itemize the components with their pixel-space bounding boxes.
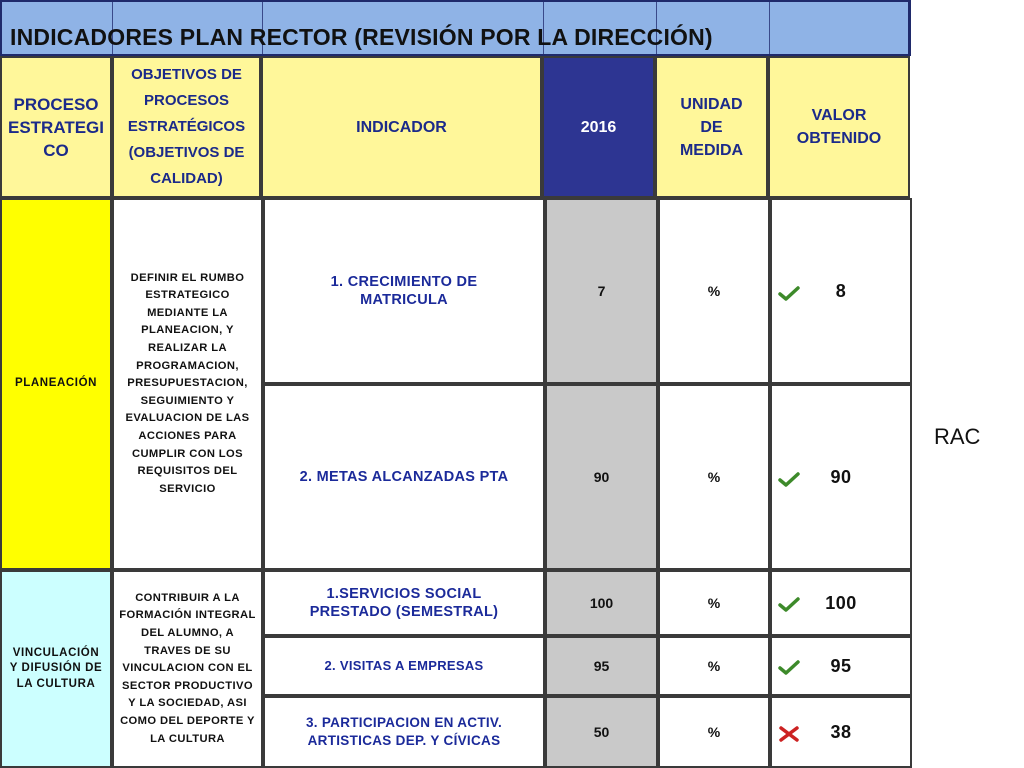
check-icon (778, 471, 800, 487)
meta-value: 95 (593, 658, 610, 674)
indicador-label: 1.SERVICIOS SOCIAL PRESTADO (SEMESTRAL) (309, 586, 499, 620)
check-icon (778, 285, 800, 301)
meta-row-1 (545, 198, 658, 384)
header-proceso-label: PROCESO ESTRATEGICO (7, 94, 105, 160)
valor-value: 95 (830, 655, 852, 676)
proceso-planeacion (0, 198, 112, 570)
header-year (542, 56, 655, 198)
indicador-label: 1. CRECIMIENTO DE MATRICULA (330, 274, 478, 308)
valor-value: 8 (835, 280, 847, 301)
meta-row-4 (545, 636, 658, 696)
header-proceso (0, 56, 112, 198)
unidad-row-2 (658, 384, 770, 570)
meta-value: 50 (593, 724, 610, 740)
objetivo-vinculacion-text: CONTRIBUIR A LA FORMACIÓN INTEGRAL DEL ALUMNO, A TRAVES DE SU VINCULACION CON EL SECTOR PRODUCTIVO Y LA SOCIEDAD, ASI COMO DEL DEPORTE Y LA CULTURA (119, 591, 256, 745)
header-valor-label: VALOR OBTENIDO (796, 107, 882, 147)
indicador-row-1 (263, 198, 545, 384)
objetivo-planeacion-text: DEFINIR EL RUMBO ESTRATEGICO MEDIANTE LA PLANEACION, Y REALIZAR LA PROGRAMACION, PRESUPUESTACION, SEGUIMIENTO Y EVALUACION DE LAS ACCIONES PARA CUMPLIR CON LOS REQUISITOS DEL SERVICIO (125, 271, 250, 495)
header-objetivos-label: OBJETIVOS DE PROCESOS ESTRATÉGICOS (OBJETIVOS DE CALIDAD) (127, 66, 246, 187)
meta-value: 7 (597, 283, 606, 299)
valor-value: 38 (830, 721, 852, 742)
indicador-row-4 (263, 636, 545, 696)
proceso-vinculacion (0, 570, 112, 768)
unidad-value: % (707, 469, 721, 485)
header-unidad (655, 56, 768, 198)
valor-value: 90 (830, 466, 852, 487)
proceso-vinculacion-label: VINCULACIÓN Y DIFUSIÓN DE LA CULTURA (9, 646, 103, 690)
header-indicador-label: INDICADOR (356, 118, 447, 136)
unidad-row-5 (658, 696, 770, 768)
unidad-value: % (707, 283, 721, 299)
unidad-value: % (707, 658, 721, 674)
check-icon (778, 659, 800, 675)
unidad-row-1 (658, 198, 770, 384)
objetivo-vinculacion (112, 570, 263, 768)
indicador-label: 2. METAS ALCANZADAS PTA (299, 469, 509, 485)
indicador-label: 3. PARTICIPACION EN ACTIV. ARTISTICAS DEP. Y CÍVICAS (305, 715, 503, 748)
header-indicador (261, 56, 542, 198)
valor-row-3 (770, 570, 912, 636)
valor-row-4 (770, 636, 912, 696)
header-objetivos (112, 56, 261, 198)
unidad-value: % (707, 595, 721, 611)
valor-row-1 (770, 198, 912, 384)
unidad-row-4 (658, 636, 770, 696)
meta-value: 90 (593, 469, 610, 485)
indicador-row-3 (263, 570, 545, 636)
header-unidad-label: UNIDAD DE MEDIDA (679, 95, 744, 159)
side-label: RAC (934, 424, 981, 449)
meta-row-3 (545, 570, 658, 636)
proceso-planeacion-label: PLANEACIÓN (14, 377, 98, 390)
unidad-value: % (707, 724, 721, 740)
valor-value: 100 (825, 592, 857, 613)
header-valor (768, 56, 910, 198)
meta-row-2 (545, 384, 658, 570)
header-year-label: 2016 (580, 118, 617, 136)
indicador-label: 2. VISITAS A EMPRESAS (324, 658, 484, 673)
objetivo-planeacion (112, 198, 263, 570)
check-icon (778, 596, 800, 612)
meta-value: 100 (589, 595, 614, 611)
indicador-row-2 (263, 384, 545, 570)
indicador-row-5 (263, 696, 545, 768)
unidad-row-3 (658, 570, 770, 636)
page-title: INDICADORES PLAN RECTOR (REVISIÓN POR LA DIRECCIÓN) (10, 24, 713, 50)
meta-row-5 (545, 696, 658, 768)
cross-icon (778, 726, 800, 742)
valor-row-5 (770, 696, 912, 768)
valor-row-2 (770, 384, 912, 570)
title-bar (0, 0, 911, 56)
